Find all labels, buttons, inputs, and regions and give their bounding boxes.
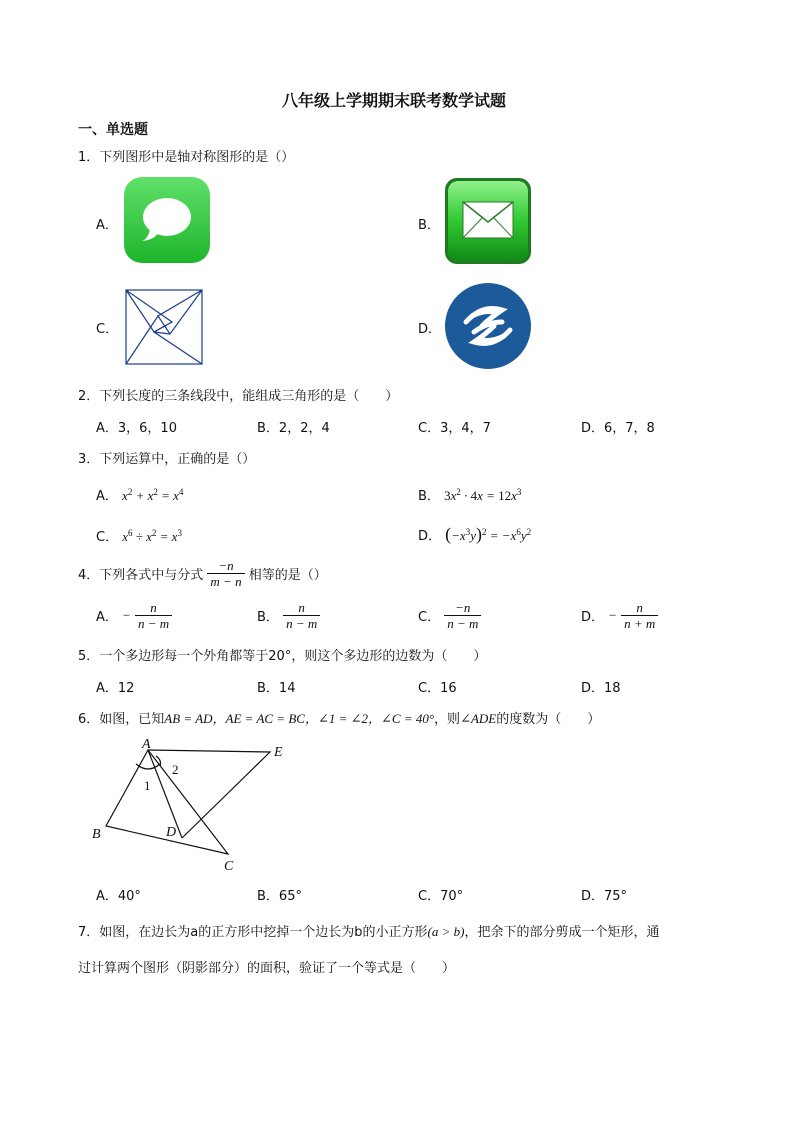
q4-option-b-fraction [283,600,320,631]
point-e-label: E [274,745,283,760]
q3-option-a [96,485,183,504]
q3-option-c [96,526,182,545]
q4-option-b-label: B． [257,610,279,625]
q5-option-d: D．18 [581,681,621,696]
q6-stem-pre: 6．如图，已知 [78,712,165,727]
q1-option-c-label: C． [96,322,119,337]
q4-option-b-numerator: n [283,600,320,616]
q5-option-b: B．14 [257,681,296,696]
q3-option-c-formula: $x^6 \div x^2 = x^3$ [122,528,182,544]
q3-option-b-formula: $3x^2 \cdot 4x = 12x^3$ [444,487,522,503]
q4-option-b [257,600,320,631]
q2-option-b: B．2，2，4 [257,421,330,436]
q4-option-c [418,600,481,631]
q6-stem-mid: ，则 [434,712,461,727]
q4-option-c-denominator: n − m [447,616,479,631]
pinwheel-square-figure [124,288,204,366]
q6-option-c: C．70° [418,889,464,904]
envelope-icon [445,178,531,264]
q4-option-a [96,600,172,631]
q4-stem-post: 相等的是（） [248,568,327,583]
q4-option-d-sign: − [608,607,617,623]
q4-main-numerator: −n [207,558,244,574]
q3-option-c-label: C． [96,530,119,545]
point-d-label: D [166,825,177,840]
question-7-line2: 过计算两个图形（阴影部分）的面积，验证了一个等式是（ ） [78,961,456,976]
q2-option-c: C．3，4，7 [418,421,491,436]
q3-option-b-label: B． [418,489,440,504]
q1-option-a-label: A． [96,218,118,233]
q3-option-d-label: D． [418,529,442,544]
point-c-label: C [224,859,234,874]
question-4-stem [78,558,327,589]
q3-option-b [418,485,521,504]
q5-option-c: C．16 [418,681,457,696]
q4-option-a-denominator: n − m [137,616,170,631]
q2-option-d: D．6，7，8 [581,421,655,436]
q1-option-b-label: B． [418,218,440,233]
q3-option-d-formula: $(-x^3y)^2 = -x^6y^2$ [445,524,532,544]
q7-line1-math: (a > b) [427,924,465,939]
q6-stem-math: AB = AD，AE = AC = BC，∠1 = ∠2，∠C = 40° [164,711,435,726]
q4-option-a-sign: − [122,607,131,623]
message-bubble-icon [124,177,210,263]
q4-option-d-denominator: n + m [624,616,656,631]
question-5-stem: 5．一个多边形每一个外角都等于20°，则这个多边形的边数为（ ） [78,649,487,664]
q7-line1-pre: 7．如图，在边长为a的正方形中挖掉一个边长为b的小正方形 [78,925,428,940]
q1-option-d-label: D． [418,322,442,337]
question-2-stem: 2．下列长度的三条线段中，能组成三角形的是（ ） [78,389,399,404]
question-6-stem [78,708,600,727]
q4-option-a-fraction [135,600,172,631]
q4-option-a-numerator: n [135,600,172,616]
q5-option-a: A．12 [96,681,135,696]
q4-option-d [581,600,658,631]
q3-option-d [418,524,531,545]
point-b-label: B [92,827,101,842]
angle-2-label: 2 [172,762,179,777]
q6-option-b: B．65° [257,889,302,904]
q6-stem-post: 的度数为（ ） [496,712,601,727]
question-1-stem: 1．下列图形中是轴对称图形的是（） [78,150,295,165]
q4-option-d-fraction [621,600,658,631]
point-a-label: A [142,737,151,752]
q3-option-a-formula: $x^2 + x^2 = x^4$ [122,487,184,503]
q6-option-a: A．40° [96,889,141,904]
q4-stem-pre: 4．下列各式中与分式 [78,568,204,583]
angle-1-label: 1 [144,778,151,793]
q6-stem-math2: ∠ADE [460,711,497,726]
page-title: 八年级上学期期末联考数学试题 [282,91,507,110]
china-mobile-logo-icon [444,282,532,370]
q4-option-c-numerator: −n [444,600,481,616]
q4-main-denominator: m − n [210,574,242,589]
section-header: 一、单选题 [78,122,148,138]
q2-option-a: A．3，6，10 [96,421,177,436]
q4-option-c-fraction [444,600,481,631]
q4-main-fraction [207,558,244,589]
q7-line1-post: ，把余下的部分剪成一个矩形，通 [464,925,660,940]
question-7-line1 [78,921,659,940]
q6-triangle-figure [88,734,298,876]
q4-option-b-denominator: n − m [286,616,318,631]
question-3-stem: 3．下列运算中，正确的是（） [78,452,256,467]
q4-option-d-label: D． [581,610,605,625]
q4-option-c-label: C． [418,610,441,625]
q4-option-a-label: A． [96,610,118,625]
q4-option-d-numerator: n [621,600,658,616]
q3-option-a-label: A． [96,489,118,504]
q6-option-d: D．75° [581,889,628,904]
